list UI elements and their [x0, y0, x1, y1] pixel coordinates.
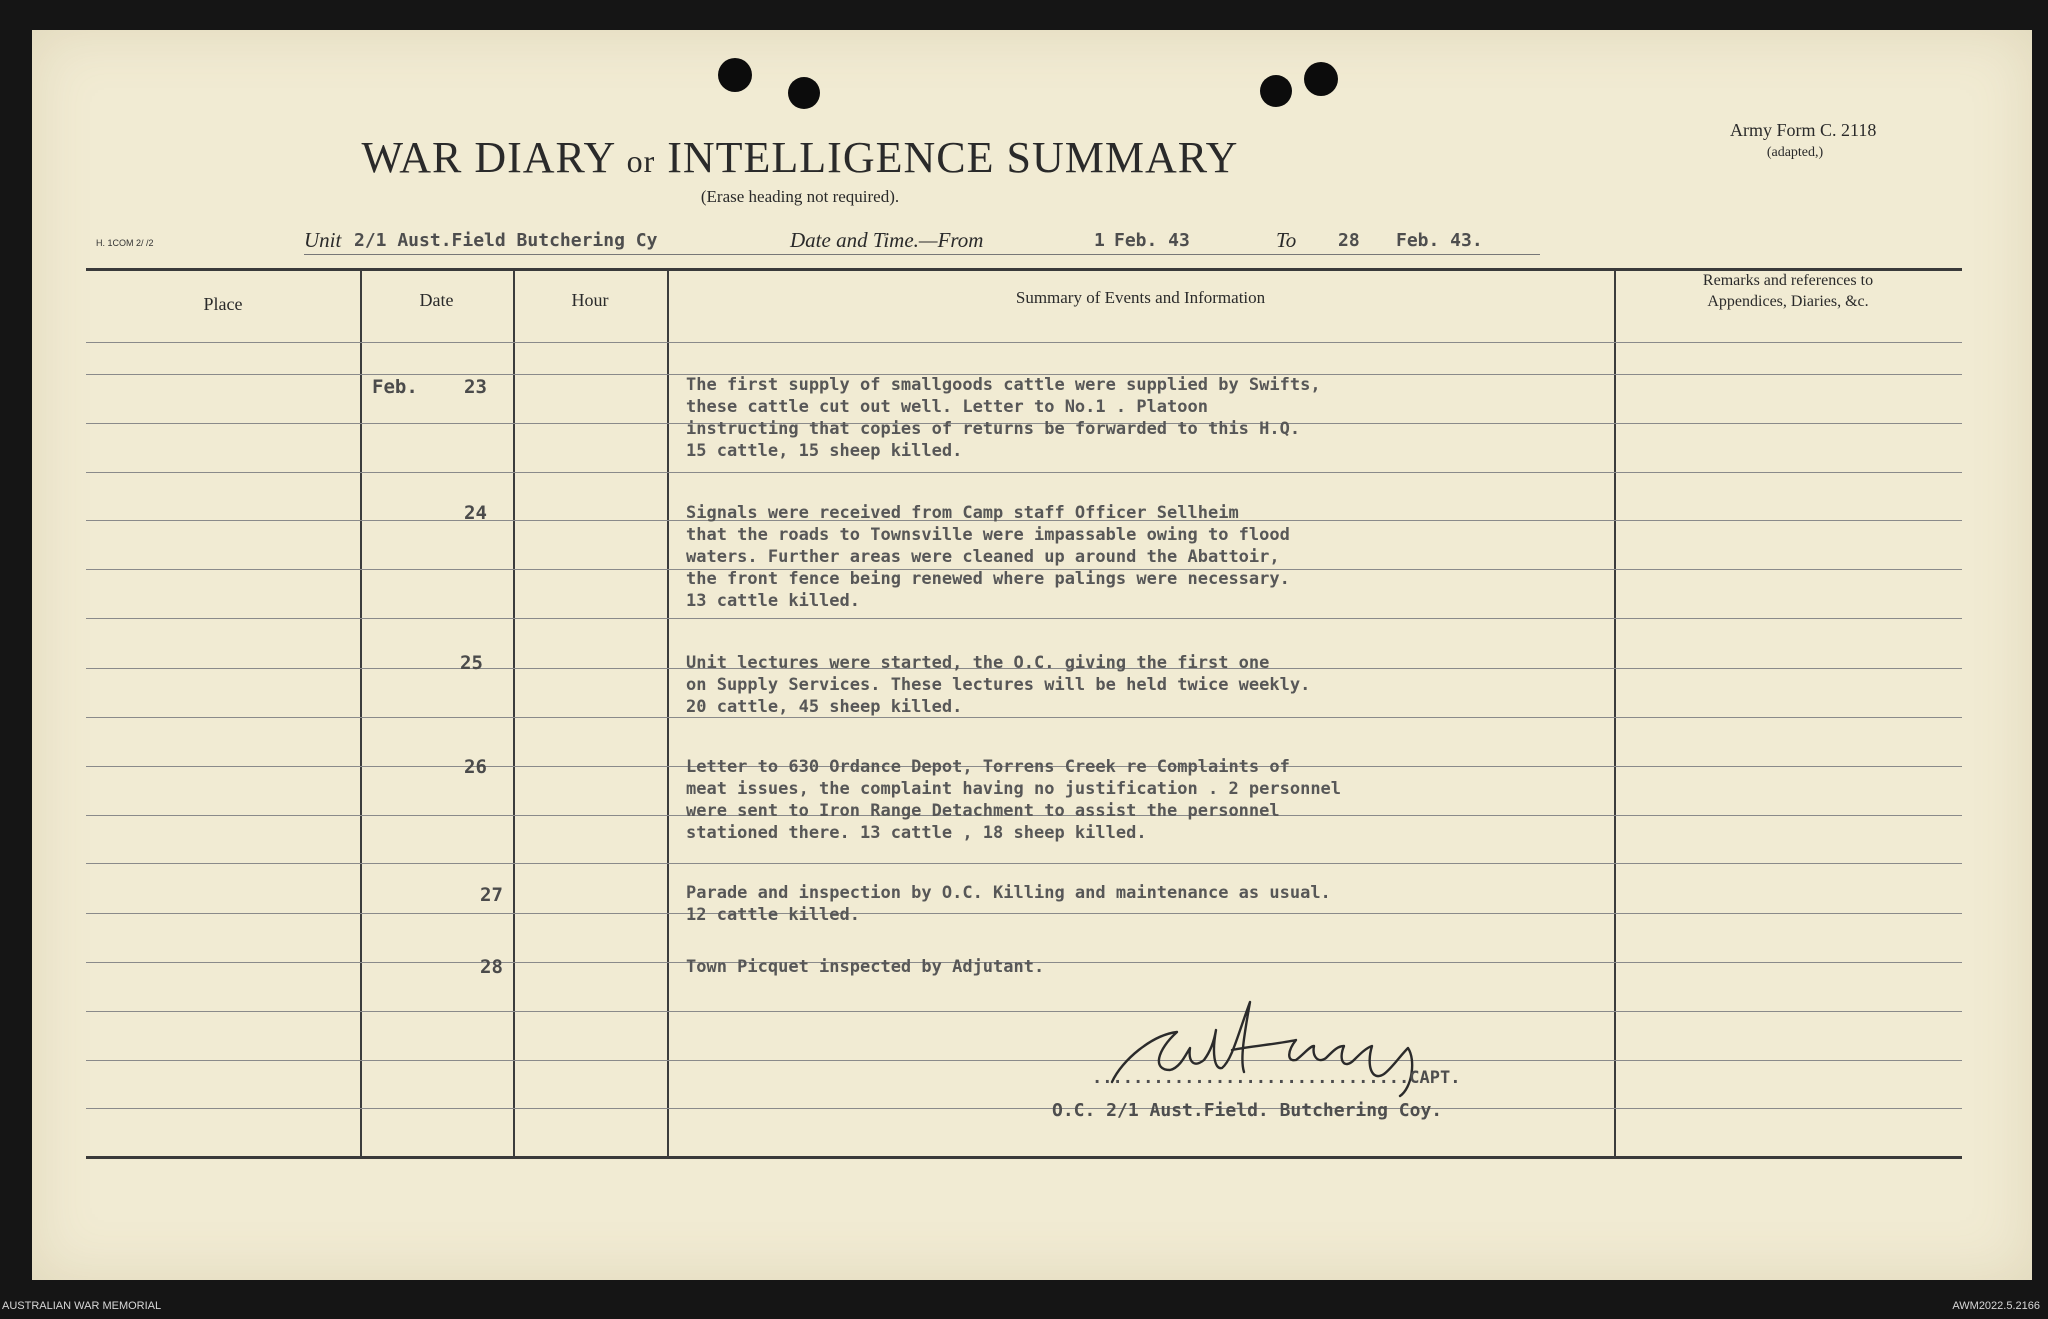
entry-line: stationed there. 13 cattle , 18 sheep killed.: [686, 823, 1147, 843]
entry-month: Feb.: [372, 376, 418, 398]
title-war-diary: WAR DIARY: [361, 133, 615, 182]
footer-reference: AWM2022.5.2166: [1952, 1300, 2040, 1312]
remarks-header-line-2: Appendices, Diaries, &c.: [1707, 293, 1869, 310]
form-title: [0, 132, 1600, 183]
entry-date: 24: [464, 502, 487, 524]
date-time-label: Date and Time.—From: [790, 228, 984, 252]
entry-line: on Supply Services. These lectures will be held twice weekly.: [686, 675, 1311, 695]
title-intelligence-summary: INTELLIGENCE SUMMARY: [667, 133, 1239, 182]
diary-entry: [686, 374, 1656, 462]
entry-line: that the roads to Townsville were impassable owing to flood: [686, 525, 1290, 545]
diary-entry: [686, 956, 1656, 978]
punch-hole: [718, 58, 752, 92]
diary-entry: [686, 652, 1656, 718]
diary-entry: [686, 502, 1656, 612]
entry-line: the front fence being renewed where palings were necessary.: [686, 569, 1290, 589]
entry-line: 15 cattle, 15 sheep killed.: [686, 441, 963, 461]
to-label: To: [1276, 228, 1297, 252]
entry-line: waters. Further areas were cleaned up around the Abattoir,: [686, 547, 1280, 567]
column-divider: [667, 270, 669, 1158]
entry-date: 27: [480, 884, 503, 906]
entry-line: Parade and inspection by O.C. Killing and maintenance as usual.: [686, 883, 1331, 903]
column-header-hour: Hour: [571, 290, 609, 310]
title-or: or: [626, 143, 656, 179]
to-day: 28: [1338, 230, 1360, 251]
column-divider: [513, 270, 515, 1158]
diary-entry: [686, 882, 1656, 926]
entry-line: instructing that copies of returns be forwarded to this H.Q.: [686, 419, 1301, 439]
ruled-line: [86, 863, 1962, 864]
ruled-line: [86, 1060, 1962, 1061]
erase-note: (Erase heading not required).: [700, 187, 900, 206]
entry-line: 20 cattle, 45 sheep killed.: [686, 697, 963, 717]
entry-date: 26: [464, 756, 487, 778]
signature-oc-line: O.C. 2/1 Aust.Field. Butchering Coy.: [1052, 1100, 1443, 1121]
column-header-place: Place: [203, 294, 243, 314]
entry-line: 13 cattle killed.: [686, 591, 860, 611]
to-month: Feb. 43.: [1396, 230, 1483, 251]
column-divider: [360, 270, 362, 1158]
entry-line: Letter to 630 Ordance Depot, Torrens Creek re Complaints of: [686, 757, 1290, 777]
entry-line: Town Picquet inspected by Adjutant.: [686, 957, 1045, 977]
entry-line: were sent to Iron Range Detachment to assist the personnel: [686, 801, 1280, 821]
ruled-line: [86, 1108, 1962, 1109]
entry-date: 25: [460, 652, 483, 674]
entry-date: 28: [480, 956, 503, 978]
signature-capt-line: ...............................CAPT.: [1092, 1068, 1461, 1088]
punch-hole: [1260, 75, 1292, 107]
print-code: H. 1COM 2/ /2: [96, 238, 154, 248]
unit-label: Unit: [304, 228, 342, 252]
remarks-header-line-1: Remarks and references to: [1702, 272, 1874, 289]
entry-line: The first supply of smallgoods cattle were supplied by Swifts,: [686, 375, 1321, 395]
diary-entry: [686, 756, 1656, 844]
unit-line: [304, 228, 1540, 255]
entry-line: Unit lectures were started, the O.C. giving the first one: [686, 653, 1270, 673]
entry-date: 23: [464, 376, 487, 398]
punch-hole: [1304, 62, 1338, 96]
punch-hole: [788, 77, 820, 109]
footer-institution: AUSTRALIAN WAR MEMORIAL: [2, 1300, 162, 1312]
column-header-date: Date: [419, 290, 454, 310]
ruled-line: [86, 472, 1962, 473]
ruled-line: [86, 342, 1962, 343]
entry-line: meat issues, the complaint having no justification . 2 personnel: [686, 779, 1342, 799]
column-header-remarks: [1614, 270, 1962, 312]
entry-line: 12 cattle killed.: [686, 905, 860, 925]
adapted-label: (adapted,): [1766, 145, 1824, 160]
from-month-visible: Feb. 43: [1114, 230, 1190, 251]
column-header-summary: Summary of Events and Information: [1015, 288, 1266, 307]
table-bottom-border: [86, 1156, 1962, 1159]
ruled-line: [86, 618, 1962, 619]
from-day: 1: [1094, 230, 1105, 251]
army-form-label: Army Form C. 2118: [1730, 120, 1877, 140]
ruled-line: [86, 1011, 1962, 1012]
army-form-number: [1730, 120, 1877, 161]
entry-line: Signals were received from Camp staff Officer Sellheim: [686, 503, 1239, 523]
unit-value: 2/1 Aust.Field Butchering Cy: [354, 230, 658, 251]
entry-line: these cattle cut out well. Letter to No.1 . Platoon: [686, 397, 1208, 417]
